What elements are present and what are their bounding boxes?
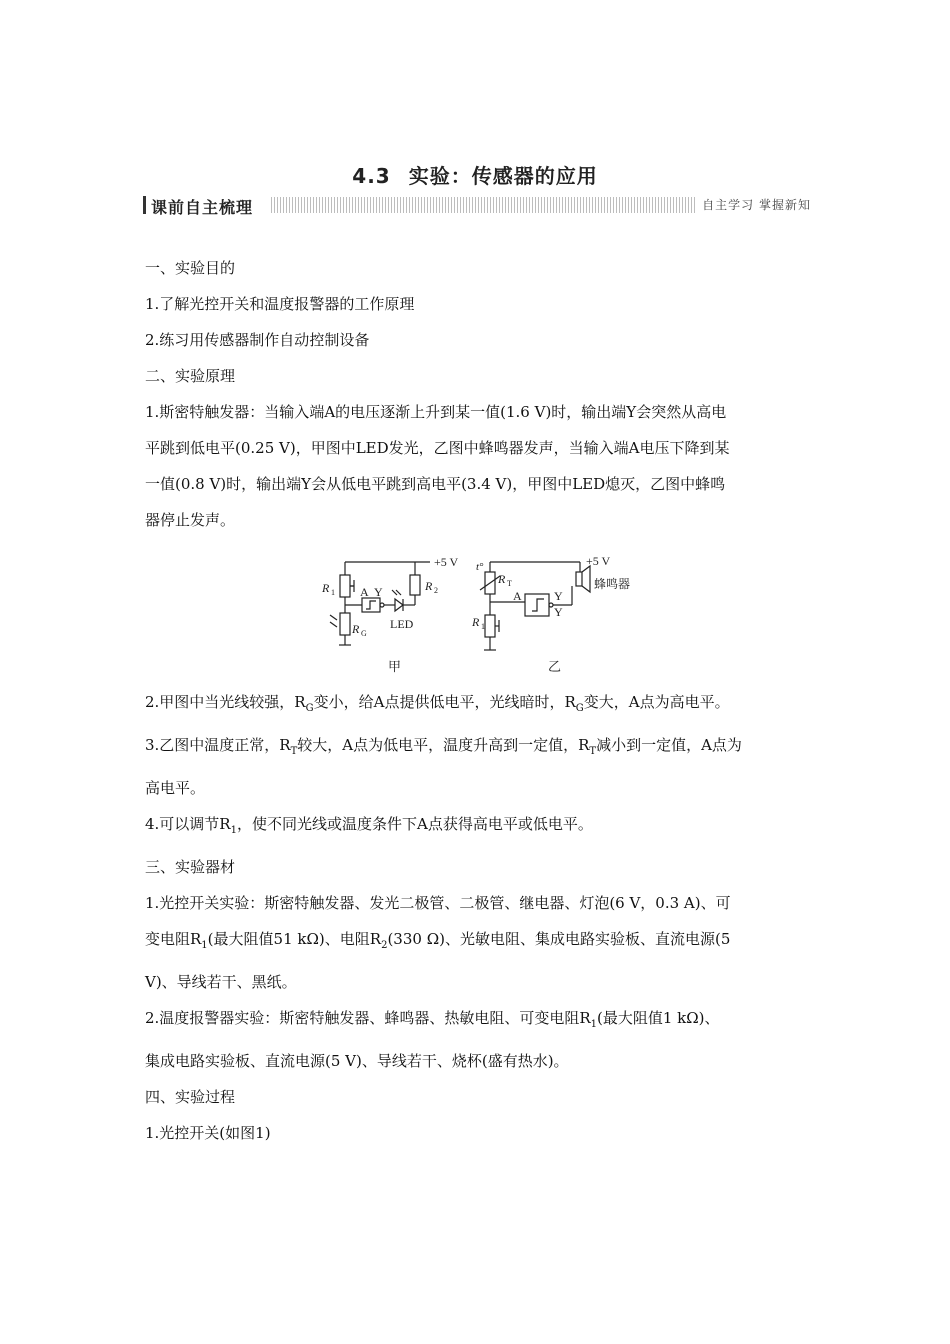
section-banner [143,195,815,215]
circuit-left [330,562,430,645]
paragraph-line: 平跳到低电平(0.25 V)，甲图中LED发光，乙图中蜂鸣器发声，当输入端A电压下降到某 [145,439,730,457]
paragraph-line: 器停止发声。 [145,511,236,529]
banner-subtitle: 自主学习 掌握新知 [696,196,815,213]
banner-label: 课前自主梳理 [151,198,254,217]
page-title [0,160,950,189]
node-a-right: A [513,589,522,603]
paragraph: 2.甲图中当光线较强，$R_G$变小，给A点提供低电平，光线暗时，$R_G$变大，A点为高电平。 [145,693,730,714]
paragraph-line: 1.光控开关实验：斯密特触发器、发光二极管、二极管、继电器、灯泡(6 V，0.3 A)、可 [145,894,731,912]
rt-label: R [498,572,506,586]
paragraph-line: V)、导线若干、黑纸。 [145,973,297,991]
paragraph: 4.可以调节$R_1$，使不同光线或温度条件下A点获得高电平或低电平。 [145,815,593,836]
r1-label: R [322,581,330,595]
circuit-figure [310,550,650,680]
rg-sub-label: G [361,629,367,638]
r1-sub-label: 1 [331,588,335,597]
caption-right: 乙 [548,659,562,674]
paragraph-line: 一值(0.8 V)时，输出端Y会从低电平跳到高电平(3.4 V)，甲图中LED熄灭，乙图中蜂鸣 [145,475,726,493]
r1-right-label: R [472,615,480,629]
t-label: t° [476,561,484,573]
r1-right-sub-label: 1 [481,622,485,631]
paragraph: 1.光控开关(如图1) [145,1124,271,1142]
body-top [145,250,810,538]
node-a-left: A [360,585,369,599]
node-y-left: Y [374,585,383,599]
heading-materials: 三、实验器材 [145,858,236,876]
node-y-right-2: Y [554,605,563,619]
supply-right-label: +5 V [586,554,611,568]
heading-purpose: 一、实验目的 [145,259,236,277]
led-label: LED [390,617,414,631]
paragraph-line: 1.斯密特触发器：当输入端A的电压逐渐上升到某一值(1.6 V)时，输出端Y会突然从高电 [145,403,727,421]
section-title: 实验：传感器的应用 [408,164,598,188]
paragraph-line: 集成电路实验板、直流电源(5 V)、导线若干、烧杯(盛有热水)。 [145,1052,569,1070]
paragraph: 2.练习用传感器制作自动控制设备 [145,331,370,349]
body-bottom [145,684,810,1151]
paragraph: 1.了解光控开关和温度报警器的工作原理 [145,295,415,313]
supply-left-label: +5 V [434,555,459,569]
paragraph-line: 变电阻$R_1$(最大阻值51 kΩ)、电阻$R_2(330$ Ω)、光敏电阻、集成电路实验板、直流电源(5 [145,930,731,951]
r2-sub-label: 2 [434,586,438,595]
rg-label: R [352,622,360,636]
heading-procedure: 四、实验过程 [145,1088,236,1106]
node-y-right: Y [554,589,563,603]
buzzer-label: 蜂鸣器 [594,577,631,591]
heading-principle: 二、实验原理 [145,367,236,385]
paragraph: 3.乙图中温度正常，$R_T$较大，A点为低电平，温度升高到一定值，$R_T$减小到一定值，A点为 [145,736,742,757]
section-number: 4.3 [352,164,391,188]
paragraph-line: 2.温度报警器实验：斯密特触发器、蜂鸣器、热敏电阻、可变电阻$R_1$(最大阻值1 kΩ)、 [145,1009,720,1030]
banner-bar [143,196,146,214]
rt-sub-label: T [507,579,512,588]
caption-left: 甲 [388,659,402,674]
circuit-diagram [310,550,650,680]
r2-label: R [425,579,433,593]
circuit-right [480,562,590,650]
paragraph-line: 高电平。 [145,779,206,797]
